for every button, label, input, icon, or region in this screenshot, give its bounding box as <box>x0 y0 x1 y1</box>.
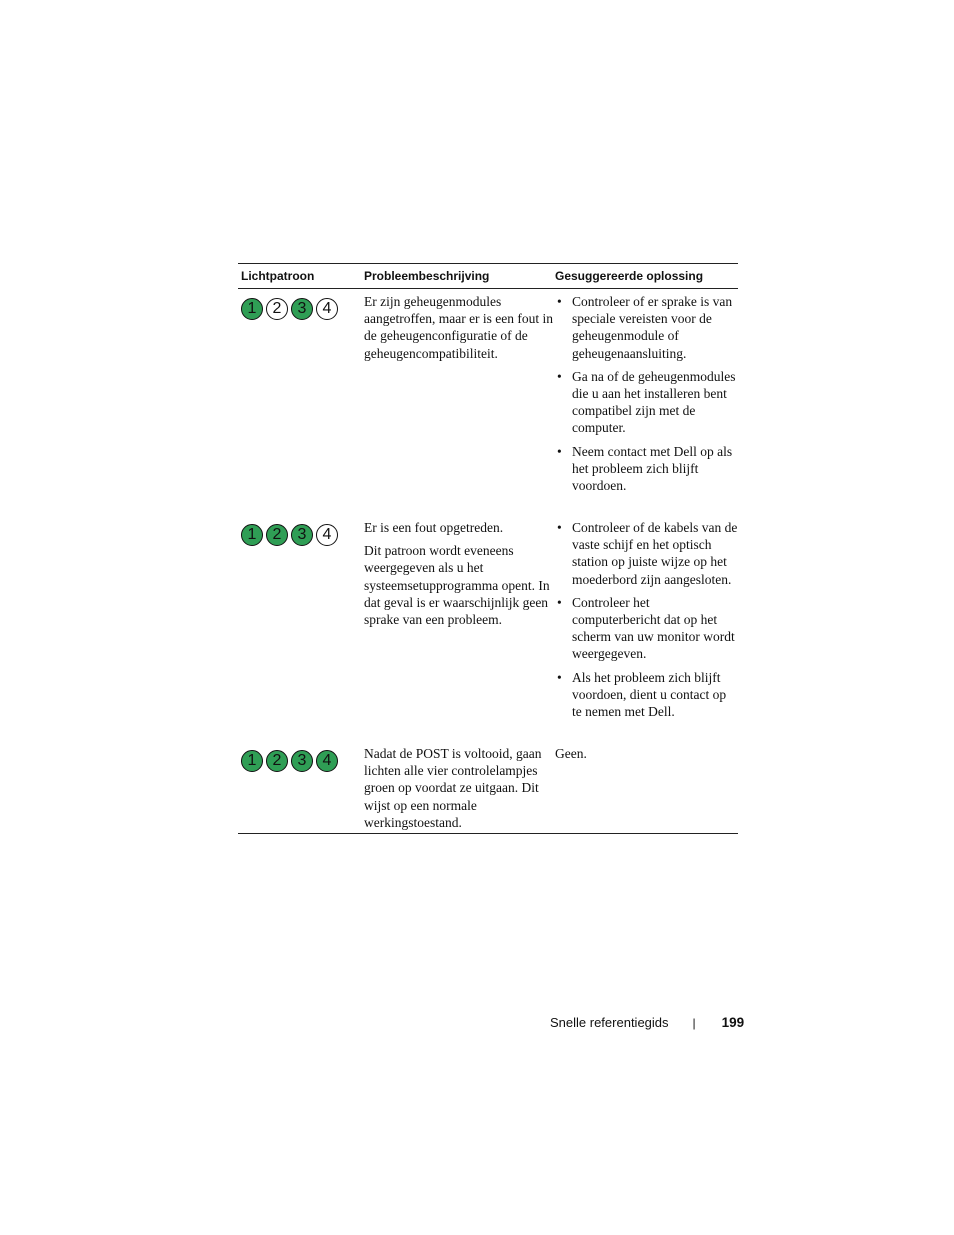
diagnostic-led-4-icon: 4 <box>316 750 338 772</box>
diagnostic-led-3-icon: 3 <box>291 298 313 320</box>
diagnostic-led-4-icon: 4 <box>316 298 338 320</box>
header-problem-description: Probleembeschrijving <box>364 269 490 283</box>
diagnostic-led-3-icon: 3 <box>291 750 313 772</box>
solution-item: • Controleer het computerbericht dat op het scherm van uw monitor wordt weergegeven. <box>555 594 738 663</box>
diagnostic-led-2-icon: 2 <box>266 750 288 772</box>
suggested-solution <box>555 741 738 833</box>
table-row <box>238 289 738 515</box>
header-light-pattern: Lichtpatroon <box>241 269 315 283</box>
description-text: Dit patroon wordt eveneens weergegeven als u het systeemsetupprogramma opent. In dat geval is er waarschijnlijk geen sprake van een probleem. <box>364 543 550 628</box>
diagnostic-lights-table <box>238 263 738 834</box>
solution-item: • Ga na of de geheugenmodules die u aan het installeren bent compatibel zijn met de computer. <box>555 368 738 437</box>
diagnostic-led-2-icon: 2 <box>266 298 288 320</box>
problem-description <box>364 741 555 833</box>
suggested-solution <box>555 515 738 741</box>
table-row <box>238 741 738 833</box>
solution-item: • Als het probleem zich blijft voordoen, dient u contact op te nemen met Dell. <box>555 669 738 721</box>
diagnostic-led-1-icon: 1 <box>241 750 263 772</box>
solution-item: • Controleer of de kabels van de vaste schijf en het optisch station op juiste wijze op het moederbord zijn aangesloten. <box>555 519 738 588</box>
footer-separator: | <box>692 1015 696 1030</box>
header-suggested-solution: Gesuggereerde oplossing <box>555 269 704 283</box>
solution-item: • Controleer of er sprake is van speciale vereisten voor de geheugenmodule of geheugenaansluiting. <box>555 293 738 362</box>
light-pattern <box>241 750 364 772</box>
solution-text: Geen. <box>555 746 587 761</box>
diagnostic-led-1-icon: 1 <box>241 524 263 546</box>
problem-description <box>364 515 555 741</box>
light-pattern <box>241 524 364 546</box>
light-pattern <box>241 298 364 320</box>
diagnostic-led-4-icon: 4 <box>316 524 338 546</box>
footer-section-title: Snelle referentiegids <box>550 1015 669 1030</box>
table-row <box>238 515 738 741</box>
description-text: Er is een fout opgetreden. <box>364 520 504 535</box>
diagnostic-led-3-icon: 3 <box>291 524 313 546</box>
suggested-solution <box>555 289 738 515</box>
description-text: Nadat de POST is voltooid, gaan lichten alle vier controlelampjes groen op voordat ze uitgaan. Dit wijst op een normale werkingstoestand. <box>364 746 542 830</box>
table-bottom-rule <box>238 833 738 834</box>
table-header <box>238 263 738 289</box>
problem-description <box>364 289 555 515</box>
page-footer <box>550 1015 744 1030</box>
solution-item: • Neem contact met Dell op als het probleem zich blijft voordoen. <box>555 443 738 495</box>
diagnostic-led-2-icon: 2 <box>266 524 288 546</box>
page-number: 199 <box>721 1015 745 1030</box>
diagnostic-led-1-icon: 1 <box>241 298 263 320</box>
description-text: Er zijn geheugenmodules aangetroffen, maar er is een fout in de geheugenconfiguratie of de geheugencompatibiliteit. <box>364 294 554 361</box>
